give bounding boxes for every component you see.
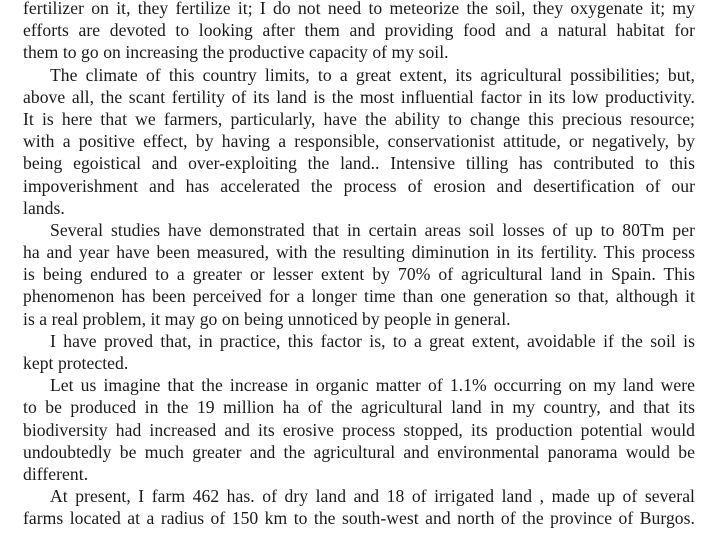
paragraph-4 [23, 330, 695, 374]
text-line: different. [23, 463, 89, 484]
text-line: phenomenon has been perceived for a longer time than one generation so that, although it [23, 286, 695, 307]
text-line: ha and year have been measured, with the resulting diminution in its fertility. This process [23, 242, 695, 263]
text-line: impoverishment and has accelerated the process of erosion and desertification of our [23, 175, 695, 196]
text-line: At present, I farm 462 has. of dry land and 18 of irrigated land , made up of several [50, 486, 695, 507]
text-line: being egoistical and over-exploiting the land.. Intensive tilling has contributed to this [23, 153, 695, 174]
text-line: is being endured to a greater or lesser extent by 70% of agricultural land in Spain. This [23, 264, 695, 285]
paragraph-1 [23, 0, 695, 64]
paragraph-5 [23, 374, 695, 485]
text-line: I have proved that, in practice, this factor is, to a great extent, avoidable if the soil is [50, 330, 695, 351]
text-line: is a real problem, it may go on being unnoticed by people in general. [23, 308, 511, 329]
text-line: The climate of this country limits, to a great extent, its agricultural possibilities; but, [50, 64, 695, 85]
paragraph-2 [23, 64, 695, 219]
text-line: Several studies have demonstrated that in certain areas soil losses of up to 80Tm per [50, 219, 695, 240]
text-line: to be produced in the 19 million ha of the agricultural land in my country, and that its [23, 397, 695, 418]
text-line: them to go on increasing the productive capacity of my soil. [23, 42, 449, 63]
text-line: undoubtedly be much greater and the agricultural and environmental panorama would be [23, 441, 695, 462]
text-line: Let us imagine that the increase in organic matter of 1.1% occurring on my land were [50, 375, 695, 396]
text-line: efforts are devoted to looking after them and providing food and a natural habitat for [23, 20, 695, 41]
text-line: lands. [23, 197, 65, 218]
paragraph-3 [23, 219, 695, 330]
text-line: farms located at a radius of 150 km to the south-west and north of the province of Burgos. [23, 508, 695, 529]
text-line: It is here that we farmers, particularly, have the ability to change this precious resource; [23, 108, 695, 129]
text-line: fertilizer on it, they fertilize it; I do not need to meteorize the soil, they oxygenate it; my [23, 0, 695, 18]
text-line: kept protected. [23, 353, 129, 373]
text-line: with a positive effect, by having a responsible, conservationist attitude, or negatively, by [23, 131, 695, 152]
paragraph-6 [23, 485, 695, 529]
text-line: biodiversity had increased and its erosive process stopped, its production potential would [23, 419, 695, 440]
text-line: above all, the scant fertility of its land is the most influential factor in its low productivity. [23, 86, 695, 107]
